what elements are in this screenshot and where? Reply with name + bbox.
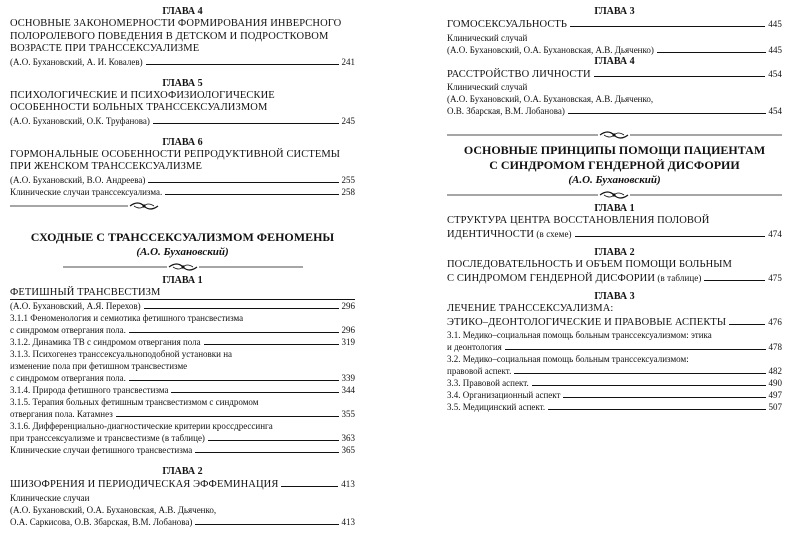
entry-text: Клинический случай bbox=[447, 32, 528, 43]
toc-entry[interactable] bbox=[10, 444, 355, 456]
entry-text: изменение пола при фетишном трансвестизме bbox=[10, 361, 188, 371]
chapter-title: ОСОБЕННОСТИ БОЛЬНЫХ ТРАНССЕКСУАЛИЗМОМ bbox=[10, 102, 268, 113]
section-title: ОСНОВНЫЕ ПРИНЦИПЫ ПОМОЩИ ПАЦИЕНТАМ bbox=[463, 143, 766, 157]
entry-text: при транссексуализме и трансвестизме (в таблице) bbox=[10, 433, 205, 443]
page-number: 474 bbox=[768, 228, 782, 239]
toc-entry-line bbox=[10, 396, 355, 408]
entry-text: (А.О. Бухановский, О.А. Бухановская, А.В. Дьяченко, bbox=[447, 94, 654, 104]
page-number: 296 bbox=[341, 325, 355, 335]
entry-text: 3.1.1 Феноменология и семиотика фетишного трансвестизма bbox=[10, 313, 244, 323]
page-number: 363 bbox=[341, 433, 355, 443]
chapter-title: РАССТРОЙСТВО ЛИЧНОСТИ bbox=[447, 68, 591, 80]
page-number: 482 bbox=[768, 366, 782, 376]
page-number: 319 bbox=[341, 337, 355, 347]
chapter-title: ГОРМОНАЛЬНЫЕ ОСОБЕННОСТИ РЕПРОДУКТИВНОЙ СИСТЕМЫ bbox=[10, 148, 341, 160]
section-title: С СИНДРОМОМ ГЕНДЕРНОЙ ДИСФОРИИ bbox=[489, 158, 740, 172]
chapter-title: ФЕТИШНЫЙ ТРАНСВЕСТИЗМ bbox=[10, 286, 161, 298]
entry-text: 3.1.3. Психогенез транссексуальноподобной установки на bbox=[10, 349, 233, 359]
toc-entry[interactable] bbox=[447, 401, 782, 413]
chapter-heading: ГЛАВА 3 bbox=[594, 291, 635, 302]
entry-text: с синдромом отвергания пола. bbox=[10, 325, 126, 335]
page-number: 339 bbox=[341, 373, 355, 383]
chapter-title: ПРИ ЖЕНСКОМ ТРАНССЕКСУАЛИЗМЕ bbox=[10, 161, 202, 172]
chapter-title: ИДЕНТИЧНОСТИ bbox=[447, 228, 535, 240]
entry-text: 3.1. Медико–социальная помощь больным транссексуализмом: этика bbox=[447, 330, 712, 340]
page-number: 445 bbox=[768, 19, 782, 29]
page-number: 497 bbox=[768, 390, 782, 400]
page-number: 258 bbox=[341, 186, 355, 197]
toc-entry[interactable] bbox=[447, 68, 782, 82]
entry-text: отвергания пола. Катамнез bbox=[10, 409, 113, 419]
toc-entry[interactable] bbox=[447, 316, 782, 330]
chapter-heading: ГЛАВА 6 bbox=[162, 136, 203, 148]
section-title: СХОДНЫЕ С ТРАНССЕКСУАЛИЗМОМ ФЕНОМЕНЫ bbox=[30, 229, 335, 244]
toc-entry-line bbox=[10, 360, 355, 372]
chapter-heading: ГЛАВА 3 bbox=[594, 6, 635, 17]
toc-entry[interactable] bbox=[447, 105, 782, 117]
entry-text: Клинические случаи bbox=[10, 492, 90, 503]
entry-text: и деонтология bbox=[447, 342, 502, 352]
chapter-title: ОСНОВНЫЕ ЗАКОНОМЕРНОСТИ ФОРМИРОВАНИЯ ИНВЕРСНОГО bbox=[10, 18, 342, 29]
page-number: 355 bbox=[341, 409, 355, 419]
chapter-title: ПОСЛЕДОВАТЕЛЬНОСТЬ И ОБЪЕМ ПОМОЩИ БОЛЬНЫМ bbox=[447, 259, 732, 270]
toc-entry[interactable] bbox=[10, 115, 355, 127]
page-number: 490 bbox=[768, 378, 782, 388]
entry-text: 3.1.2. Динамика ТВ с синдромом отвергания пола bbox=[10, 337, 201, 347]
toc-entry[interactable] bbox=[10, 186, 355, 198]
page-number: 454 bbox=[768, 106, 782, 116]
ornament-divider-icon bbox=[10, 198, 355, 214]
entry-text: правовой аспект. bbox=[447, 366, 512, 376]
entry-text: (А.О. Бухановский, В.О. Андреева) bbox=[10, 174, 146, 185]
entry-text: 3.3. Правовой аспект. bbox=[447, 378, 529, 388]
ornament-divider-icon bbox=[447, 127, 782, 143]
chapter-heading: ГЛАВА 4 bbox=[162, 6, 203, 17]
chapter-title: ПСИХОЛОГИЧЕСКИЕ И ПСИХОФИЗИОЛОГИЧЕСКИЕ bbox=[10, 89, 275, 101]
page-number: 445 bbox=[768, 44, 782, 55]
chapter-title: ГОМОСЕКСУАЛЬНОСТЬ bbox=[447, 19, 568, 30]
right-page bbox=[447, 0, 782, 552]
toc-entry[interactable] bbox=[10, 324, 355, 336]
toc-entry-line bbox=[10, 312, 355, 324]
toc-entry[interactable] bbox=[447, 44, 782, 56]
entry-text: О.В. Збарская, В.М. Лобанова) bbox=[447, 106, 565, 116]
chapter-heading: ГЛАВА 5 bbox=[162, 77, 203, 89]
chapter-heading: ГЛАВА 1 bbox=[162, 274, 203, 286]
toc-entry[interactable] bbox=[447, 389, 782, 401]
section-author: (А.О. Бухановский) bbox=[568, 174, 661, 186]
page-number: 344 bbox=[341, 385, 355, 395]
page-number: 365 bbox=[341, 445, 355, 455]
toc-entry-line bbox=[10, 504, 355, 516]
chapter-title: ЛЕЧЕНИЕ ТРАНССЕКСУАЛИЗМА: bbox=[447, 303, 614, 314]
toc-entry[interactable] bbox=[10, 432, 355, 444]
toc-entry[interactable] bbox=[447, 341, 782, 353]
toc-entry[interactable] bbox=[10, 384, 355, 396]
toc-entry[interactable] bbox=[447, 377, 782, 389]
chapter-title: ШИЗОФРЕНИЯ И ПЕРИОДИЧЕСКАЯ ЭФФЕМИНАЦИЯ bbox=[10, 479, 279, 490]
entry-text: 3.1.5. Терапия больных фетишным трансвестизмом с синдромом bbox=[10, 397, 259, 407]
chapter-title: СТРУКТУРА ЦЕНТРА ВОССТАНОВЛЕНИЯ ПОЛОВОЙ bbox=[447, 215, 710, 226]
entry-text: (А.О. Бухановский, А.Я. Перехов) bbox=[10, 301, 141, 311]
page-number: 413 bbox=[341, 479, 355, 489]
entry-text: (А.О. Бухановский, О.К. Труфанова) bbox=[10, 115, 150, 126]
page-number: 478 bbox=[768, 342, 782, 352]
toc-entry[interactable] bbox=[10, 408, 355, 420]
chapter-heading: ГЛАВА 2 bbox=[162, 466, 203, 477]
chapter-title: ВОЗРАСТЕ ПРИ ТРАНССЕКСУАЛИЗМЕ bbox=[10, 43, 200, 54]
entry-text: (А.О. Бухановский, А. И. Ковалев) bbox=[10, 56, 143, 67]
page-number: 475 bbox=[768, 272, 782, 283]
page-number: 255 bbox=[341, 174, 355, 185]
entry-note: (в схеме) bbox=[534, 228, 572, 239]
toc-entry-line bbox=[447, 329, 782, 341]
toc-entry-line bbox=[10, 420, 355, 432]
section-author: (А.О. Бухановский) bbox=[136, 245, 229, 258]
toc-entry-line bbox=[10, 348, 355, 360]
entry-text: с синдромом отвергания пола. bbox=[10, 373, 126, 383]
toc-entry-line bbox=[447, 32, 782, 44]
page-number: 413 bbox=[341, 516, 355, 527]
page-number: 454 bbox=[768, 68, 782, 79]
toc-entry[interactable] bbox=[10, 300, 355, 312]
entry-note: (в таблице) bbox=[655, 272, 702, 283]
toc-entry[interactable] bbox=[10, 336, 355, 348]
page-number: 241 bbox=[341, 56, 355, 67]
entry-text: Клинический случай bbox=[447, 82, 528, 92]
entry-text: Клинические случаи фетишного трансвестизма bbox=[10, 445, 193, 455]
toc-entry[interactable] bbox=[447, 18, 782, 32]
page-number: 245 bbox=[341, 115, 355, 126]
entry-text: (А.О. Бухановский, О.А. Бухановская, А.В. Дьяченко) bbox=[447, 44, 654, 55]
entry-text: 3.1.4. Природа фетишного трансвестизма bbox=[10, 385, 169, 395]
chapter-heading: ГЛАВА 2 bbox=[594, 247, 635, 258]
toc-entry[interactable] bbox=[447, 272, 782, 286]
ornament-divider-icon bbox=[447, 187, 782, 203]
toc-entry[interactable] bbox=[447, 365, 782, 377]
toc-entry[interactable] bbox=[10, 56, 355, 68]
chapter-title: ЭТИКО–ДЕОНТОЛОГИЧЕСКИЕ И ПРАВОВЫЕ АСПЕКТЫ bbox=[447, 316, 727, 328]
entry-text: О.А. Саркисова, О.В. Збарская, В.М. Лобанова) bbox=[10, 516, 193, 527]
entry-text: Клинические случаи транссексуализма. bbox=[10, 186, 163, 197]
left-page bbox=[10, 0, 355, 552]
toc-entry[interactable] bbox=[10, 478, 355, 492]
page-number: 507 bbox=[768, 402, 782, 412]
toc-entry-line bbox=[447, 93, 782, 105]
entry-text: (А.О. Бухановский, О.А. Бухановская, А.В. Дьяченко, bbox=[10, 504, 217, 515]
entry-text: 3.5. Медицинский аспект. bbox=[447, 402, 546, 412]
entry-text: 3.2. Медико–социальная помощь больным транссексуализмом: bbox=[447, 354, 689, 364]
entry-text: 3.1.6. Дифференциально-диагностические критерии кроссдрессинга bbox=[10, 421, 273, 431]
chapter-title: ПОЛОРОЛЕВОГО ПОВЕДЕНИЯ В ДЕТСКОМ И ПОДРОСТКОВОМ bbox=[10, 30, 329, 42]
toc-entry-line bbox=[10, 492, 355, 504]
entry-text: 3.4. Организационный аспект bbox=[447, 390, 561, 400]
chapter-heading: ГЛАВА 1 bbox=[594, 203, 635, 214]
page-number: 476 bbox=[768, 316, 782, 327]
toc-entry[interactable] bbox=[10, 372, 355, 384]
toc-entry[interactable] bbox=[447, 228, 782, 242]
chapter-title: С СИНДРОМОМ ГЕНДЕРНОЙ ДИСФОРИИ bbox=[447, 272, 656, 284]
toc-entry-line bbox=[447, 81, 782, 93]
toc-entry[interactable] bbox=[10, 174, 355, 186]
ornament-divider-icon bbox=[10, 259, 355, 275]
toc-entry[interactable] bbox=[10, 516, 355, 528]
chapter-heading: ГЛАВА 4 bbox=[594, 55, 635, 67]
toc-entry-line bbox=[447, 353, 782, 365]
page-number: 296 bbox=[341, 301, 355, 311]
